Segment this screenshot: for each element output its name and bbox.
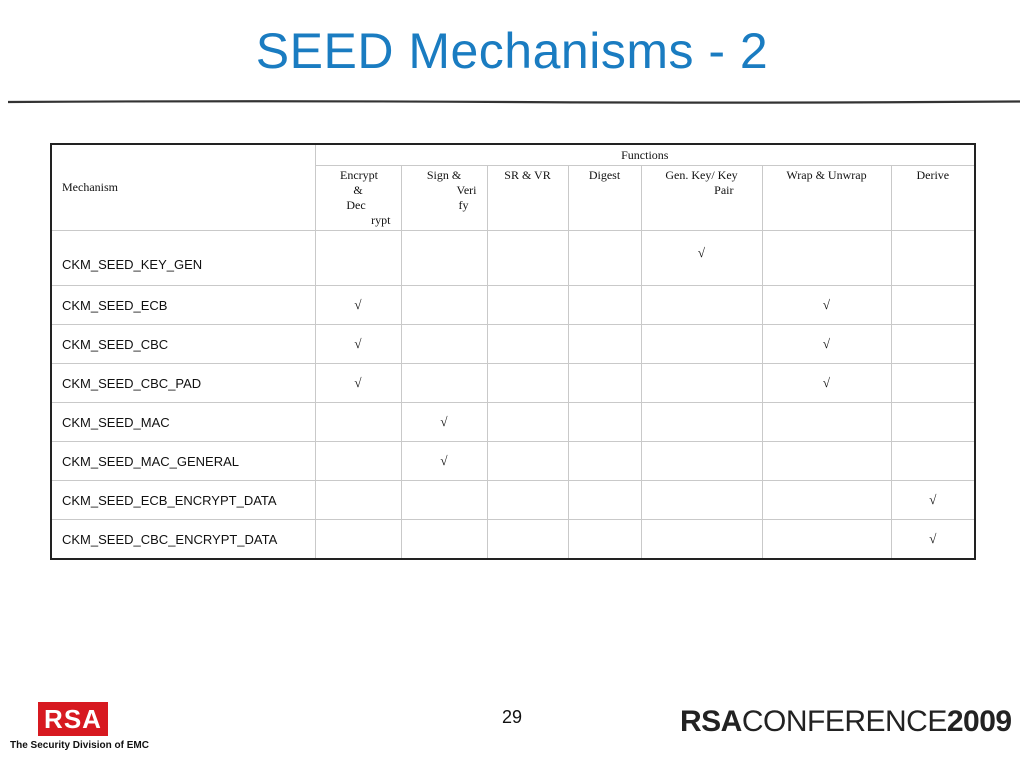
rsa-tagline: The Security Division of EMC [10, 740, 149, 751]
table-row [51, 364, 975, 403]
derive-cell [891, 231, 975, 286]
digest-cell [568, 286, 641, 325]
conference-logo-rsa: RSA [680, 705, 742, 738]
digest-cell [568, 231, 641, 286]
rsa-logo: RSA [38, 702, 108, 736]
title-divider [8, 100, 1020, 104]
table-row [51, 286, 975, 325]
encrypt-cell [315, 403, 401, 442]
col-encrypt-line-1: Encrypt [340, 168, 378, 182]
sr-vr-cell [487, 403, 568, 442]
mechanism-name: CKM_SEED_CBC_PAD [51, 364, 315, 403]
encrypt-cell [315, 231, 401, 286]
sr-vr-cell [487, 286, 568, 325]
sign-cell: √ [401, 442, 487, 481]
col-sign-line-1: Sign & [426, 168, 462, 182]
table-row [51, 403, 975, 442]
mechanism-name: CKM_SEED_CBC_ENCRYPT_DATA [51, 520, 315, 560]
gen-key-cell [641, 403, 762, 442]
sign-cell [401, 286, 487, 325]
derive-cell [891, 364, 975, 403]
slide-title: SEED Mechanisms - 2 [255, 23, 769, 79]
wrap-cell [762, 403, 891, 442]
gen-key-cell [641, 481, 762, 520]
wrap-cell [762, 520, 891, 560]
wrap-cell: √ [762, 325, 891, 364]
encrypt-cell: √ [315, 325, 401, 364]
sign-cell [401, 231, 487, 286]
table-row [51, 442, 975, 481]
mechanisms-table-container [50, 143, 974, 560]
col-derive-header: Derive [891, 166, 975, 231]
col-encrypt-line-2: & [353, 183, 363, 197]
col-digest-header: Digest [568, 166, 641, 231]
mechanism-name: CKM_SEED_CBC [51, 325, 315, 364]
gen-key-cell [641, 520, 762, 560]
wrap-cell [762, 481, 891, 520]
sign-cell: √ [401, 403, 487, 442]
encrypt-cell [315, 520, 401, 560]
col-gen-key-line-2: Pair [714, 183, 734, 197]
mechanism-name: CKM_SEED_KEY_GEN [51, 231, 315, 286]
mechanism-header: Mechanism [51, 144, 315, 231]
sign-cell [401, 364, 487, 403]
conference-logo-year: 2009 [946, 705, 1012, 738]
sr-vr-cell [487, 442, 568, 481]
col-gen-key-header [641, 166, 762, 231]
sr-vr-cell [487, 520, 568, 560]
col-encrypt-line-4: rypt [371, 213, 391, 227]
digest-cell [568, 520, 641, 560]
rsa-conference-logo [680, 705, 1012, 739]
derive-cell [891, 403, 975, 442]
digest-cell [568, 481, 641, 520]
gen-key-cell [641, 364, 762, 403]
functions-header: Functions [315, 144, 975, 166]
col-gen-key-line-1: Gen. Key/ Key [665, 168, 738, 182]
conference-logo-word: CONFERENCE [741, 705, 947, 738]
table-row [51, 325, 975, 364]
mechanism-name: CKM_SEED_MAC [51, 403, 315, 442]
gen-key-cell [641, 286, 762, 325]
digest-cell [568, 442, 641, 481]
derive-cell [891, 442, 975, 481]
digest-cell [568, 403, 641, 442]
mechanism-name: CKM_SEED_MAC_GENERAL [51, 442, 315, 481]
encrypt-cell: √ [315, 286, 401, 325]
derive-cell [891, 286, 975, 325]
encrypt-cell [315, 481, 401, 520]
col-sign-header [401, 166, 487, 231]
gen-key-cell: √ [641, 231, 762, 286]
derive-cell: √ [891, 481, 975, 520]
col-wrap-header: Wrap & Unwrap [762, 166, 891, 231]
sign-cell [401, 481, 487, 520]
mechanisms-table [50, 143, 976, 560]
sign-cell [401, 325, 487, 364]
wrap-cell: √ [762, 364, 891, 403]
col-encrypt-line-3: Dec [346, 198, 366, 212]
sr-vr-cell [487, 325, 568, 364]
sign-cell [401, 520, 487, 560]
col-sign-line-2: Veri [456, 183, 477, 197]
col-sign-line-3: fy [458, 198, 469, 212]
gen-key-cell [641, 325, 762, 364]
encrypt-cell: √ [315, 364, 401, 403]
table-row [51, 520, 975, 560]
page-number: 29 [501, 707, 523, 727]
table-row [51, 231, 975, 286]
encrypt-cell [315, 442, 401, 481]
table-row [51, 481, 975, 520]
wrap-cell [762, 442, 891, 481]
wrap-cell: √ [762, 286, 891, 325]
digest-cell [568, 364, 641, 403]
sr-vr-cell [487, 231, 568, 286]
sr-vr-cell [487, 481, 568, 520]
digest-cell [568, 325, 641, 364]
sr-vr-cell [487, 364, 568, 403]
wrap-cell [762, 231, 891, 286]
col-sr-vr-header: SR & VR [487, 166, 568, 231]
mechanism-name: CKM_SEED_ECB [51, 286, 315, 325]
derive-cell [891, 325, 975, 364]
derive-cell: √ [891, 520, 975, 560]
gen-key-cell [641, 442, 762, 481]
col-encrypt-header [315, 166, 401, 231]
mechanism-name: CKM_SEED_ECB_ENCRYPT_DATA [51, 481, 315, 520]
